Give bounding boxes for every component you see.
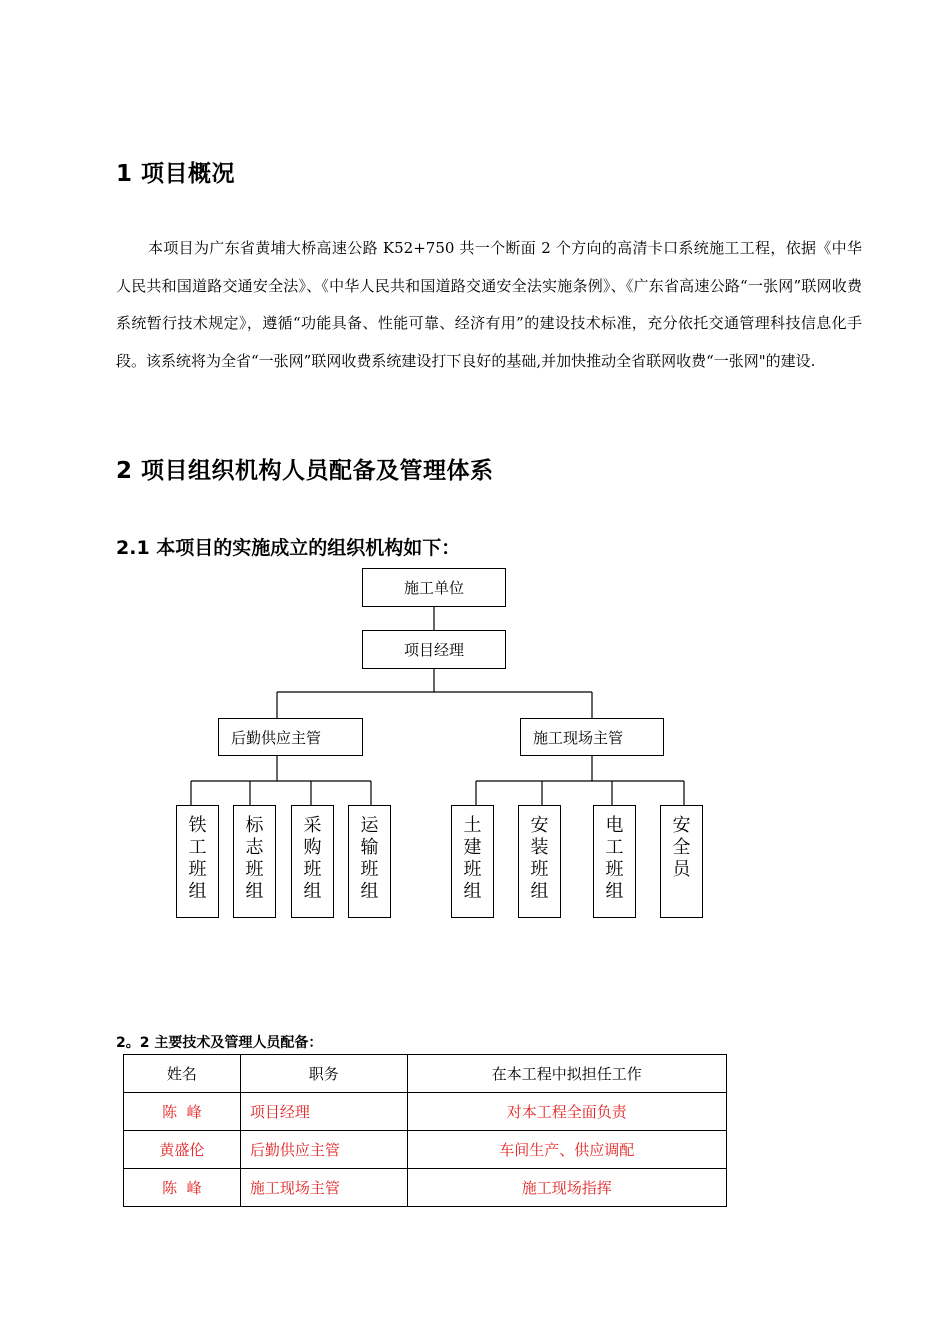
cell-responsibility: 施工现场指挥 — [407, 1169, 726, 1207]
team-char: 组 — [188, 881, 207, 902]
cell-responsibility: 车间生产、供应调配 — [407, 1131, 726, 1169]
org-node-site-supervisor: 施工现场主管 — [520, 718, 664, 756]
project-overview-paragraph — [116, 230, 862, 380]
cell-name: 陈 峰 — [124, 1169, 241, 1207]
section-2-1-title: 2.1 本项目的实施成立的组织机构如下： — [116, 537, 461, 559]
team-char: 组 — [463, 881, 482, 902]
org-team-box — [518, 805, 561, 918]
team-char: 组 — [303, 881, 322, 902]
team-char: 安 — [672, 815, 691, 836]
org-team-box — [348, 805, 391, 918]
table-row — [124, 1093, 727, 1131]
org-team-box — [593, 805, 636, 918]
team-char: 装 — [530, 837, 549, 858]
team-char: 班 — [605, 859, 624, 880]
team-char: 输 — [360, 837, 379, 858]
team-char: 班 — [463, 859, 482, 880]
cell-name: 黄盛伦 — [124, 1131, 241, 1169]
team-char: 班 — [303, 859, 322, 880]
cell-responsibility: 对本工程全面负责 — [407, 1093, 726, 1131]
team-char: 铁 — [188, 815, 207, 836]
section-1-title: 1 项目概况 — [116, 161, 236, 187]
org-team-box — [233, 805, 276, 918]
team-char: 购 — [303, 837, 322, 858]
team-char: 工 — [605, 837, 624, 858]
table-header-row — [124, 1055, 727, 1093]
section-2-2-title: 2。2 主要技术及管理人员配备： — [116, 1035, 323, 1051]
table-row — [124, 1131, 727, 1169]
team-char: 班 — [530, 859, 549, 880]
table-row — [124, 1169, 727, 1207]
team-char: 志 — [245, 837, 264, 858]
team-char: 安 — [530, 815, 549, 836]
header-responsibility: 在本工程中拟担任工作 — [407, 1055, 726, 1093]
team-char: 电 — [605, 815, 624, 836]
team-char: 班 — [188, 859, 207, 880]
team-char: 班 — [245, 859, 264, 880]
section-2-title: 2 项目组织机构人员配备及管理体系 — [116, 458, 494, 484]
team-char: 运 — [360, 815, 379, 836]
overview-text: 本项目为广东省黄埔大桥高速公路 K52+750 共一个断面 2 个方向的高清卡口系统施工工程，依据《中华人民共和国道路交通安全法》、《中华人民共和国道路交通安全法实施条例》、《广东省高速公路“一张网”联网收费系统暂行技术规定》，遵循“功能具备、性能可靠、经济有用”的建设技术标准，充分依托交通管理科技信息化手段。该系统将为全省“一张网”联网收费系统建设打下良好的基础,并加快推动全省联网收费“一张网"的建设. — [116, 239, 862, 370]
team-char: 组 — [530, 881, 549, 902]
cell-position: 后勤供应主管 — [240, 1131, 407, 1169]
cell-name: 陈 峰 — [124, 1093, 241, 1131]
org-team-box — [291, 805, 334, 918]
team-char: 土 — [463, 815, 482, 836]
team-char: 员 — [672, 859, 691, 880]
team-char: 全 — [672, 837, 691, 858]
team-char: 班 — [360, 859, 379, 880]
org-node-root: 施工单位 — [362, 568, 506, 607]
team-char: 组 — [360, 881, 379, 902]
team-char: 组 — [245, 881, 264, 902]
team-char: 组 — [605, 881, 624, 902]
team-char: 建 — [463, 837, 482, 858]
staff-table — [123, 1054, 727, 1207]
org-node-manager: 项目经理 — [362, 630, 506, 669]
header-position: 职务 — [240, 1055, 407, 1093]
org-node-logistics-supervisor: 后勤供应主管 — [218, 718, 363, 756]
org-team-box — [451, 805, 494, 918]
org-team-box — [176, 805, 219, 918]
team-char: 采 — [303, 815, 322, 836]
team-char: 标 — [245, 815, 264, 836]
org-team-box — [660, 805, 703, 918]
cell-position: 施工现场主管 — [240, 1169, 407, 1207]
header-name: 姓名 — [124, 1055, 241, 1093]
cell-position: 项目经理 — [240, 1093, 407, 1131]
team-char: 工 — [188, 837, 207, 858]
